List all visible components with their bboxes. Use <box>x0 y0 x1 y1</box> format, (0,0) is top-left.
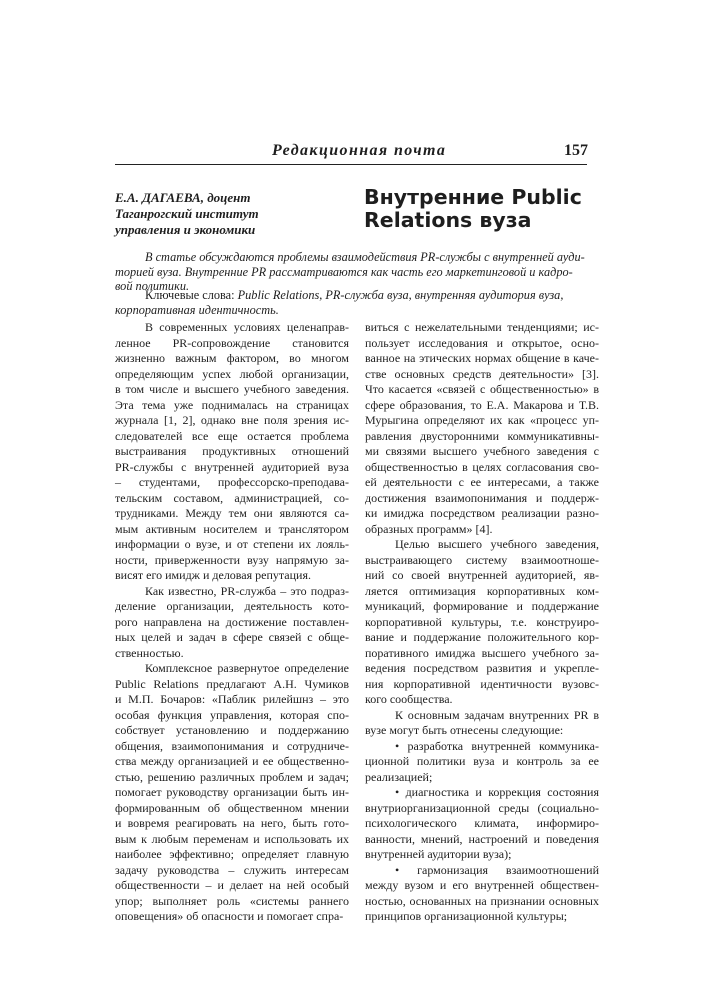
text-line: вание и поддержание положительного кор- <box>365 630 599 644</box>
text-line: упор; выполняет роль «системы раннего <box>115 893 349 908</box>
text-line: достижения взаимопонимания и поддерж- <box>365 490 599 505</box>
text-line: рого направлена на достижение поставлен- <box>115 614 349 629</box>
text-line: виться с нежелательными тенденциями; ис- <box>365 320 599 334</box>
text-line: ства между организацией и ее общественно- <box>115 754 349 768</box>
keywords <box>115 288 587 317</box>
text-line: ности, приверженности вузу напрямую за- <box>115 552 349 567</box>
text-line: мым активным носителем и транслятором <box>115 521 349 536</box>
text-line: в том числе и высшего учебного заведения. <box>115 382 349 396</box>
text-line: ляется оптимизация корпоративных ком- <box>365 583 599 598</box>
text-line: ных целей и задач в сфере связей с обще- <box>115 630 349 644</box>
body-paragraph <box>365 537 599 708</box>
text-line: Целью высшего учебного заведения, <box>395 537 599 551</box>
text-line: выстраивающего систему взаимоотноше- <box>365 552 599 567</box>
body-column-right <box>365 320 599 925</box>
text-line: стве основных средств деятельности» [3]. <box>365 366 599 381</box>
text-line: формированным об общественном мнении <box>115 800 349 815</box>
body-paragraph <box>365 320 599 537</box>
text-line: деление организации, деятельность кото- <box>115 599 349 613</box>
text-line: Эта тема уже поднималась на страницах <box>115 397 349 412</box>
text-line: висят его имидж и деловая репутация. <box>115 568 311 582</box>
text-line: внутриорганизационной среды (социально- <box>365 800 599 815</box>
body-paragraph <box>115 320 349 584</box>
abstract-line: вой политики. <box>115 279 190 293</box>
author-affiliation: Таганрогский институт <box>115 206 259 221</box>
text-line: ванности, мнений, настроений и поведения <box>365 831 599 846</box>
text-line: принципов организационной культуры; <box>365 909 568 923</box>
text-line: Мурыгина определяют их как «процесс уп- <box>365 413 599 427</box>
author-affiliation: управления и экономики <box>115 222 256 237</box>
text-line: оповещения» об опасности и помогает спра- <box>115 909 344 923</box>
text-line: PR-службы с внутренней аудиторией вуза <box>115 459 349 474</box>
text-line: психологического климата, информиро- <box>365 816 599 830</box>
text-line: вым к любым переменам и использовать их <box>115 831 349 846</box>
text-line: определяющим успех любой организации, <box>115 366 349 381</box>
text-line: помогает руководству организации быть ин- <box>115 785 349 799</box>
text-line: журнала [1, 2], однако вне поля зрения ис- <box>115 413 349 427</box>
text-line: выстраивания продуктивных отношений <box>115 444 349 458</box>
body-paragraph <box>365 785 599 863</box>
text-line: и вовремя реагировать на него, быть гото- <box>115 816 349 830</box>
text-line: Как известно, PR-служба – это подраз- <box>145 583 349 598</box>
article-title <box>364 186 594 232</box>
text-line: ленное PR-сопровождение становится <box>115 335 349 350</box>
text-line: поративного имиджа высшего учебного за- <box>365 645 599 660</box>
text-line: образных программ» [4]. <box>365 521 493 536</box>
text-line: ки имиджа посредством реализации разно- <box>365 506 599 520</box>
text-line: • диагностика и коррекция состояния <box>395 785 599 799</box>
text-line: собствует установлению и поддержанию <box>115 723 349 737</box>
text-line: жизненно важным фактором, во многом <box>115 351 349 365</box>
text-line: кого сообщества. <box>365 692 453 706</box>
text-line: муникаций, формирование и поддержание <box>365 599 599 613</box>
text-line: трудниками. Между тем они являются са- <box>115 506 349 520</box>
text-line: тельским составом, администрацией, со- <box>115 490 349 505</box>
text-line: между вузом и его внутренней обществен- <box>365 878 599 892</box>
text-line: особая функция управления, которая спо- <box>115 707 349 722</box>
header-rule <box>115 164 587 165</box>
text-line: общественности – и делает на ней особый <box>115 878 349 892</box>
article-title-line: Внутренние Public <box>364 185 582 209</box>
body-paragraph <box>365 708 599 739</box>
body-column-left <box>115 320 349 925</box>
text-line: Public Relations предлагают А.Н. Чумиков <box>115 676 349 691</box>
text-line: Комплексное развернутое определение <box>145 661 349 675</box>
keywords-values: корпоративная идентичность. <box>115 302 279 317</box>
text-line: вузе могут быть отнесены следующие: <box>365 723 564 737</box>
text-line: ния корпоративной идентичности вузовс- <box>365 676 599 691</box>
text-line: следователей все еще остается проблема <box>115 428 349 443</box>
running-title: Редакционная почта <box>272 142 447 159</box>
text-line: равления двусторонними коммуникативны- <box>365 428 599 443</box>
text-line: общественностью в целях согласования сво- <box>365 459 599 474</box>
abstract-line: торией вуза. Внутренние PR рассматриваются как часть его маркетинговой и кадро- <box>115 264 573 279</box>
text-line: пользует исследования и открытое, осно- <box>365 335 599 350</box>
text-line: ний со своей внутренней аудиторией, яв- <box>365 568 599 582</box>
text-line: ственностью. <box>115 645 184 660</box>
text-line: ционной политики вуза и контроль за ее <box>365 754 599 768</box>
text-line: ванное на этических нормах общение в каче- <box>365 351 599 365</box>
text-line: общения, взаимопонимания и сотрудниче- <box>115 738 349 753</box>
text-line: ей деятельности с ее интересами, а также <box>365 475 599 489</box>
body-paragraph <box>365 863 599 925</box>
text-line: внутренней аудитории вуза); <box>365 847 512 861</box>
page-number: 157 <box>564 142 588 159</box>
keywords-values: Public Relations, PR-служба вуза, внутренняя аудитория вуза, <box>237 288 564 302</box>
author-block <box>115 190 335 238</box>
text-line: ведения посредством развития и укрепле- <box>365 661 599 675</box>
text-line: • разработка внутренней коммуника- <box>395 738 599 753</box>
text-line: • гармонизация взаимоотношений <box>395 862 599 877</box>
text-line: наиболее эффективно; определяет главную <box>115 847 349 861</box>
article-title-line: Relations вуза <box>364 208 532 232</box>
author-name: Е.А. ДАГАЕВА, доцент <box>115 190 251 205</box>
text-line: ми связями высшего учебного заведения с <box>365 444 599 458</box>
abstract <box>115 250 587 294</box>
text-line: Что касается «связей с общественностью» в <box>365 382 599 396</box>
text-line: К основным задачам внутренних PR в <box>395 707 599 722</box>
text-line: В современных условиях целенаправ- <box>145 320 349 334</box>
text-line: информации о вузе, и от степени их лояль- <box>115 537 349 551</box>
text-line: ностью, основанных на признании основных <box>365 893 599 908</box>
text-line: корпоративной культуры, т.е. конструиро- <box>365 614 599 629</box>
text-line: сфере образования, то Е.А. Макарова и Т.В. <box>365 397 599 412</box>
text-line: задачу руководства – служить интересам <box>115 862 349 877</box>
body-paragraph <box>115 584 349 662</box>
keywords-label: Ключевые слова: <box>145 288 235 302</box>
text-line: реализацией; <box>365 769 433 784</box>
text-line: – студентами, профессорско-преподава- <box>115 475 349 489</box>
abstract-line: В статье обсуждаются проблемы взаимодействия PR-службы с внутренней ауди- <box>145 250 585 264</box>
text-line: стью, решению различных проблем и задач; <box>115 769 349 784</box>
body-paragraph <box>365 739 599 786</box>
text-line: и М.П. Бочаров: «Паблик рилейшнз – это <box>115 692 349 706</box>
body-paragraph <box>115 661 349 925</box>
